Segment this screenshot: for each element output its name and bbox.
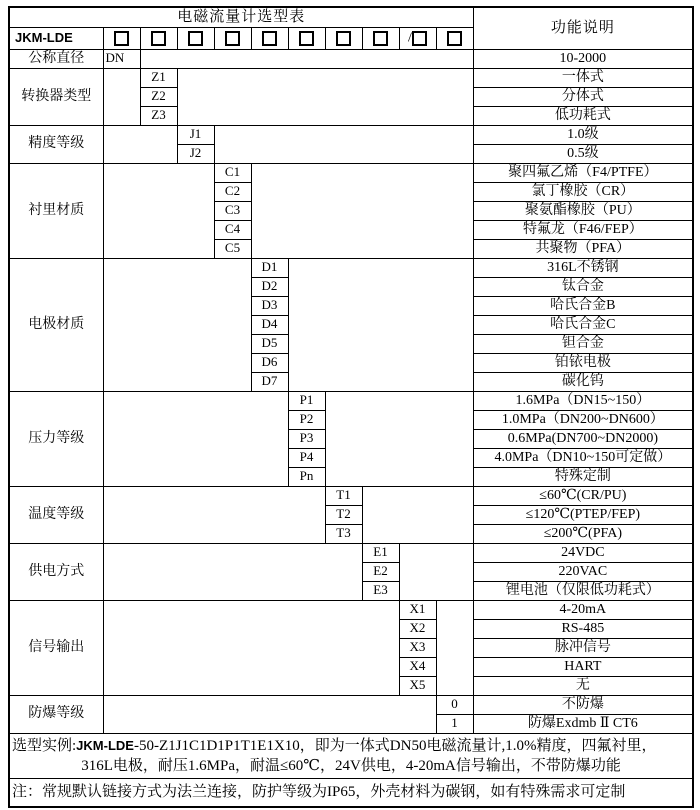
section-label: 防爆等级: [9, 695, 103, 733]
model-code-slot: [436, 27, 473, 49]
description-cell: 不防爆: [473, 695, 693, 714]
model-code-slot: [251, 27, 288, 49]
spacer-cell: [362, 486, 473, 543]
description-cell: 锂电池（仅限低功耗式）: [473, 581, 693, 600]
model-code-slot: [140, 27, 177, 49]
flowmeter-selection-page: [8, 6, 694, 808]
code-cell: C5: [214, 239, 251, 258]
description-cell: 碳化钨: [473, 372, 693, 391]
spacer-cell: [103, 391, 288, 486]
section-label: 转换器类型: [9, 68, 103, 125]
code-cell: P1: [288, 391, 325, 410]
description-cell: ≤60℃(CR/PU): [473, 486, 693, 505]
description-cell: 氯丁橡胶（CR）: [473, 182, 693, 201]
code-cell: X1: [399, 600, 436, 619]
footnote: [9, 778, 693, 807]
spacer-cell: [436, 600, 473, 695]
code-cell: D4: [251, 315, 288, 334]
description-cell: 无: [473, 676, 693, 695]
model-code-slot: [362, 27, 399, 49]
description-cell: 24VDC: [473, 543, 693, 562]
code-cell: C2: [214, 182, 251, 201]
spacer-cell: [103, 543, 362, 600]
code-cell: X4: [399, 657, 436, 676]
code-cell: D2: [251, 277, 288, 296]
footnote-text: 注：常规默认链接方式为法兰连接，防护等级为IP65，外壳材料为碳钢，如有特殊需求可定制: [12, 783, 626, 800]
description-cell: RS-485: [473, 619, 693, 638]
description-cell: 316L不锈钢: [473, 258, 693, 277]
code-cell: D3: [251, 296, 288, 315]
selection-example: [9, 733, 693, 778]
spacer-cell: [214, 125, 473, 163]
code-cell: P4: [288, 448, 325, 467]
section-label: 电极材质: [9, 258, 103, 391]
description-cell: 钽合金: [473, 334, 693, 353]
spacer-cell: [103, 68, 140, 125]
description-cell: HART: [473, 657, 693, 676]
code-cell: T1: [325, 486, 362, 505]
model-code-slot: [214, 27, 251, 49]
spacer-cell: [177, 68, 473, 125]
code-cell: T2: [325, 505, 362, 524]
description-cell: 1.0级: [473, 125, 693, 144]
checkbox-icon[interactable]: [412, 31, 427, 46]
description-cell: 哈氏合金B: [473, 296, 693, 315]
description-cell: 脉冲信号: [473, 638, 693, 657]
code-cell: D5: [251, 334, 288, 353]
table-title: 电磁流量计选型表: [9, 7, 473, 27]
section-label: 信号输出: [9, 600, 103, 695]
code-cell: X2: [399, 619, 436, 638]
code-cell: DN: [103, 49, 140, 68]
checkbox-icon[interactable]: [262, 31, 277, 46]
model-code-slot: [399, 27, 436, 49]
spacer-cell: [140, 49, 473, 68]
spacer-cell: [103, 486, 325, 543]
section-label: 精度等级: [9, 125, 103, 163]
code-cell: Z2: [140, 87, 177, 106]
flowmeter-selection-table: [8, 6, 694, 808]
checkbox-icon[interactable]: [225, 31, 240, 46]
description-cell: ≤200℃(PFA): [473, 524, 693, 543]
section-label: 供电方式: [9, 543, 103, 600]
checkbox-icon[interactable]: [188, 31, 203, 46]
description-cell: 4.0MPa（DN10~150可定做）: [473, 448, 693, 467]
code-cell: X5: [399, 676, 436, 695]
checkbox-icon[interactable]: [151, 31, 166, 46]
description-cell: 4-20mA: [473, 600, 693, 619]
section-label: 公称直径: [9, 49, 103, 68]
description-cell: 分体式: [473, 87, 693, 106]
model-code-slot: [288, 27, 325, 49]
code-cell: E3: [362, 581, 399, 600]
code-cell: C4: [214, 220, 251, 239]
description-cell: 聚氨酯橡胶（PU）: [473, 201, 693, 220]
spacer-cell: [399, 543, 473, 600]
code-cell: D7: [251, 372, 288, 391]
description-cell: 防爆Exdmb Ⅱ CT6: [473, 714, 693, 733]
spacer-cell: [103, 163, 214, 258]
model-code-slot: [325, 27, 362, 49]
example-code-string: -50-Z1J1C1D1P1T1E1X10，即为一体式DN50电磁流量计,1.0%精度，四氟衬里，: [133, 738, 657, 754]
description-cell: 0.6MPa(DN700~DN2000): [473, 429, 693, 448]
code-cell: X3: [399, 638, 436, 657]
description-cell: 低功耗式: [473, 106, 693, 125]
section-label: 压力等级: [9, 391, 103, 486]
description-cell: 1.6MPa（DN15~150）: [473, 391, 693, 410]
spacer-cell: [103, 695, 436, 733]
code-cell: 0: [436, 695, 473, 714]
code-cell: J1: [177, 125, 214, 144]
description-cell: 钛合金: [473, 277, 693, 296]
checkbox-icon[interactable]: [373, 31, 388, 46]
function-description-header: 功能说明: [473, 7, 693, 49]
model-code-slot: [103, 27, 140, 49]
description-cell: 哈氏合金C: [473, 315, 693, 334]
description-cell: 共聚物（PFA）: [473, 239, 693, 258]
example-line1: [10, 735, 692, 756]
spacer-cell: [325, 391, 473, 486]
spacer-cell: [288, 258, 473, 391]
code-cell: P2: [288, 410, 325, 429]
description-cell: 聚四氟乙烯（F4/PTFE）: [473, 163, 693, 182]
model-prefix-label: JKM-LDE: [9, 27, 103, 49]
section-label: 衬里材质: [9, 163, 103, 258]
spacer-cell: [103, 600, 399, 695]
checkbox-icon[interactable]: [336, 31, 351, 46]
checkbox-icon[interactable]: [299, 31, 314, 46]
slash-separator: /: [408, 30, 412, 46]
spacer-cell: [103, 258, 251, 391]
description-cell: 特殊定制: [473, 467, 693, 486]
description-cell: 特氟龙（F46/FEP）: [473, 220, 693, 239]
code-cell: C1: [214, 163, 251, 182]
description-cell: 一体式: [473, 68, 693, 87]
description-cell: 10-2000: [473, 49, 693, 68]
code-cell: D1: [251, 258, 288, 277]
section-label: 温度等级: [9, 486, 103, 543]
code-cell: C3: [214, 201, 251, 220]
code-cell: Pn: [288, 467, 325, 486]
spacer-cell: [251, 163, 473, 258]
code-cell: Z3: [140, 106, 177, 125]
code-cell: J2: [177, 144, 214, 163]
checkbox-icon[interactable]: [114, 31, 129, 46]
description-cell: ≤120℃(PTEP/FEP): [473, 505, 693, 524]
example-line2: 316L电极，耐压1.6MPa，耐温≤60℃，24V供电，4-20mA信号输出，不带防爆功能: [81, 758, 621, 774]
code-cell: E2: [362, 562, 399, 581]
code-cell: D6: [251, 353, 288, 372]
checkbox-icon[interactable]: [447, 31, 462, 46]
example-model-code: JKM-LDE: [76, 738, 134, 753]
code-cell: T3: [325, 524, 362, 543]
example-label: 选型实例:: [12, 738, 77, 754]
code-cell: 1: [436, 714, 473, 733]
model-code-slot: [177, 27, 214, 49]
description-cell: 0.5级: [473, 144, 693, 163]
code-cell: E1: [362, 543, 399, 562]
spacer-cell: [103, 125, 177, 163]
code-cell: P3: [288, 429, 325, 448]
description-cell: 220VAC: [473, 562, 693, 581]
code-cell: Z1: [140, 68, 177, 87]
description-cell: 1.0MPa（DN200~DN600）: [473, 410, 693, 429]
description-cell: 铂铱电极: [473, 353, 693, 372]
